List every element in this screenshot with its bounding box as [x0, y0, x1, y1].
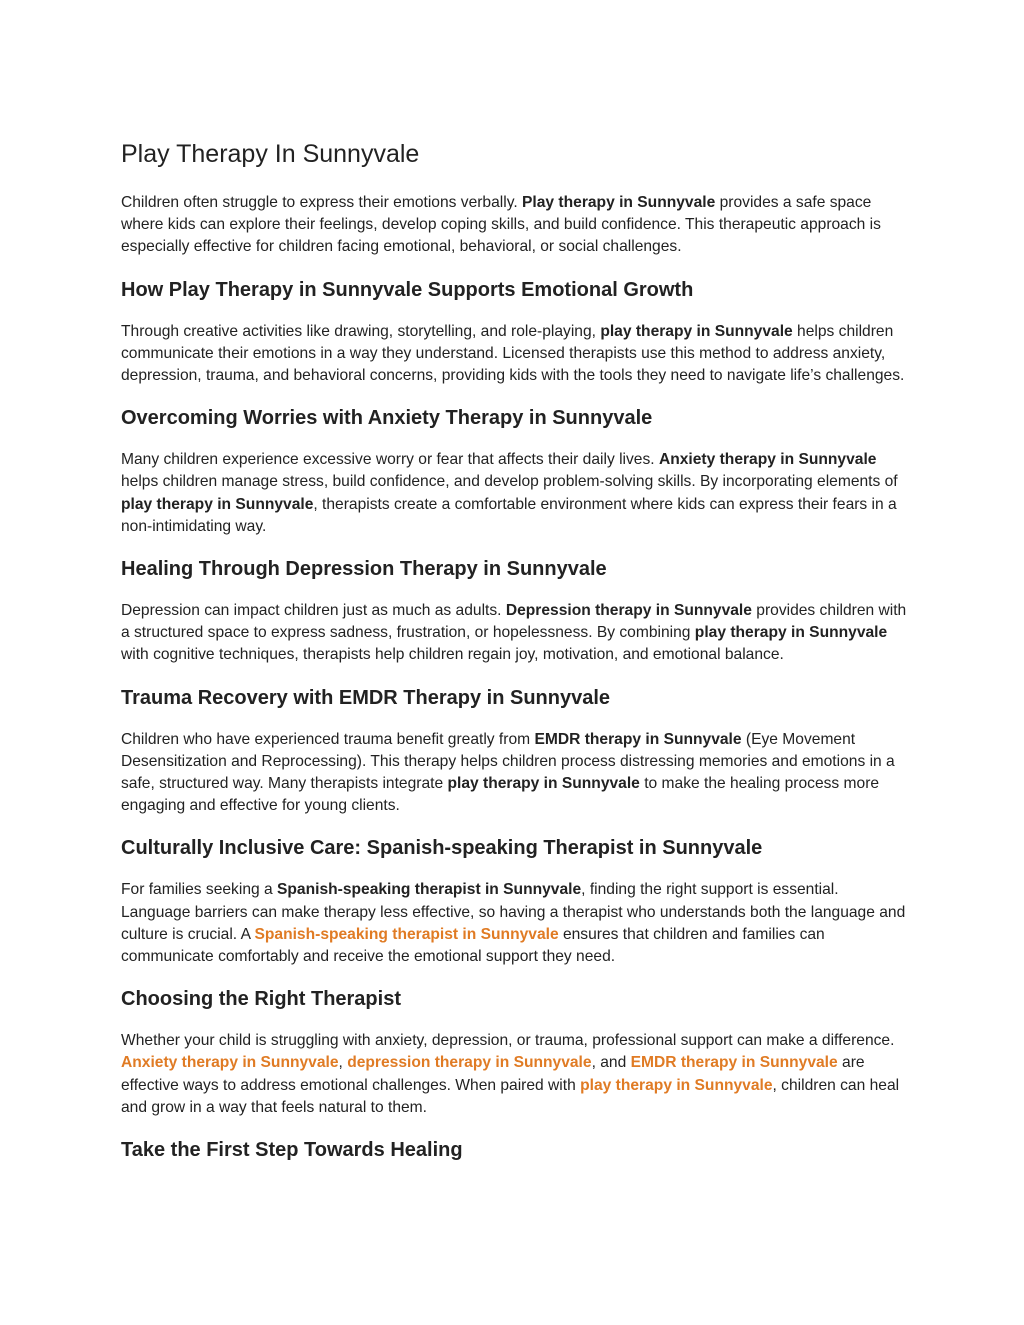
- section-heading-emotional-growth: How Play Therapy in Sunnyvale Supports Emotional Growth: [121, 278, 694, 301]
- section-heading-spanish-speaking: Culturally Inclusive Care: Spanish-speaking Therapist in Sunnyvale: [121, 837, 763, 860]
- section-heading-choosing: Choosing the Right Therapist: [121, 988, 401, 1011]
- link-play-therapy[interactable]: play therapy in Sunnyvale: [580, 1076, 773, 1094]
- link-depression-therapy[interactable]: depression therapy in Sunnyvale: [347, 1054, 592, 1072]
- intro-paragraph: Children often struggle to express their emotions verbally. Play therapy in Sunnyvale provides a safe space where kids can explore their feelings, develop coping skills, and build confidence. This therapeutic approach is especially effective for children facing emotional, behavioral, or social challenges.: [121, 194, 881, 256]
- paragraph-spanish-speaking: For families seeking a Spanish-speaking therapist in Sunnyvale, finding the right support is essential. Language barriers can make therapy less effective, so having a therapist who understands both the language and culture is crucial. A Spanish-speaking therapist in Sunnyvale ensures that children and families can communicate comfortably and receive the emotional support they need.: [121, 881, 906, 966]
- paragraph-anxiety: Many children experience excessive worry or fear that affects their daily lives. Anxiety therapy in Sunnyvale helps children manage stress, build confidence, and develop problem-solving skills. By incorporating elements of play therapy in Sunnyvale, therapists create a comfortable environment where kids can express their fears in a non-intimidating way.: [121, 451, 898, 535]
- link-spanish-speaking-therapist[interactable]: Spanish-speaking therapist in Sunnyvale: [254, 925, 559, 943]
- paragraph-emotional-growth: Through creative activities like drawing, storytelling, and role-playing, play therapy in Sunnyvale helps children communicate their emotions in a way they understand. Licensed therapists use this method to address anxiety, depression, trauma, and behavioral concerns, providing kids with the tools they need to navigate life’s challenges.: [121, 322, 905, 385]
- section-heading-first-step: Take the First Step Towards Healing: [121, 1139, 463, 1162]
- section-heading-emdr: Trauma Recovery with EMDR Therapy in Sunnyvale: [121, 686, 611, 709]
- bold-keyword: Anxiety therapy in Sunnyvale: [658, 451, 877, 469]
- bold-keyword: play therapy in Sunnyvale: [447, 775, 640, 793]
- bold-keyword: EMDR therapy in Sunnyvale: [534, 730, 742, 748]
- page-title: Play Therapy In Sunnyvale: [121, 140, 420, 168]
- bold-keyword: Spanish-speaking therapist in Sunnyvale: [277, 881, 582, 899]
- bold-keyword: Depression therapy in Sunnyvale: [505, 602, 752, 620]
- bold-keyword: play therapy in Sunnyvale: [121, 495, 314, 513]
- bold-keyword: play therapy in Sunnyvale: [694, 624, 888, 642]
- bold-keyword: play therapy in Sunnyvale: [600, 322, 793, 340]
- bold-keyword: Play therapy in Sunnyvale: [522, 194, 716, 211]
- document-page: [121, 136, 911, 1181]
- link-emdr-therapy[interactable]: EMDR therapy in Sunnyvale: [630, 1054, 838, 1072]
- paragraph-emdr: Children who have experienced trauma benefit greatly from EMDR therapy in Sunnyvale (Eye Movement Desensitization and Reprocessing). This therapy helps children process distressing memories and emotions in a safe, structured way. Many therapists integrate play therapy in Sunnyvale to make the healing process more engaging and effective for young clients.: [121, 730, 895, 815]
- section-heading-depression: Healing Through Depression Therapy in Sunnyvale: [121, 558, 607, 581]
- section-heading-anxiety: Overcoming Worries with Anxiety Therapy in Sunnyvale: [121, 407, 653, 430]
- link-anxiety-therapy[interactable]: Anxiety therapy in Sunnyvale: [121, 1054, 339, 1072]
- paragraph-choosing: Whether your child is struggling with anxiety, depression, or trauma, professional support can make a difference. Anxiety therapy in Sunnyvale, depression therapy in Sunnyvale, and EMDR therapy in Sunnyvale are effective ways to address emotional challenges. When paired with play therapy in Sunnyvale, children can heal and grow in a way that feels natural to them.: [121, 1032, 900, 1116]
- paragraph-depression: Depression can impact children just as much as adults. Depression therapy in Sunnyvale provides children with a structured space to express sadness, frustration, or hopelessness. By combining play therapy in Sunnyvale with cognitive techniques, therapists help children regain joy, motivation, and emotional balance.: [121, 602, 907, 664]
